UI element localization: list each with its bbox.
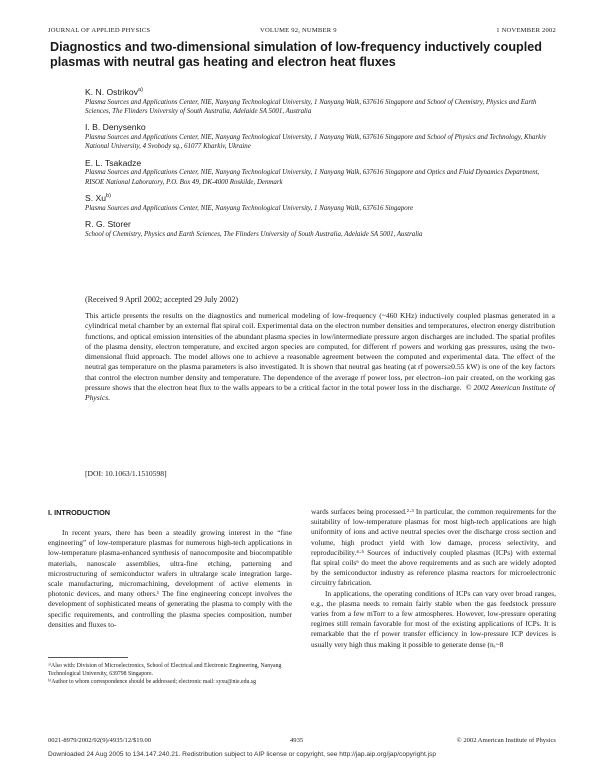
- footnote-divider: [48, 657, 128, 658]
- received-dates: (Received 9 April 2002; accepted 29 July 2002): [85, 295, 239, 304]
- section-heading: I. INTRODUCTION: [48, 508, 111, 517]
- author-name: R. G. Storer: [85, 218, 131, 229]
- author-block: [85, 191, 555, 213]
- abstract-copyright: © 2002 American Institute of Physics.: [85, 383, 556, 403]
- footer-copyright: © 2002 American Institute of Physics: [456, 737, 556, 744]
- abstract-text: This article presents the results on the diagnostics and numerical modeling of low-frequency (~460 KHz) inductively coupled plasmas generated in a cylindrical metal chamber by an external flat spiral coil. Experimental data on the electron number densities and temperatures, electron energy distribution functions, and optical emission intensities of the abundant plasma species in low/intermediate pressure argon discharges are included. The spatial profiles of the plasma density, electron temperature, and excited argon species are computed, for different rf powers and working gas pressures, using the two-dimensional fluid approach. The model allows one to achieve a reasonable agreement between the computed and experimental data. The effect of the neutral gas temperature on the plasma parameters is also investigated. It is shown that neutral gas heating (at rf powers≥0.55 kW) is one of the key factors that control the electron number density and temperature. The dependence of the average rf power loss, per electron–ion pair created, on the working gas pressure shows that the electron heat flux to the walls appears to be a critical factor in the total power loss in the discharge.: [85, 311, 555, 393]
- author-block: [85, 120, 555, 151]
- doi-link[interactable]: [DOI: 10.1063/1.1510598]: [85, 469, 167, 478]
- paragraph: In applications, the operating conditions of ICPs can vary over broad ranges, e.g., the plasma needs to remain fairly stable when the gas feedstock pressure varies from a few mTorr to a few atmospheres. However, low-pressure operating regimes still remain favorable for most of the existing applications of ICPs. It is remarkable that the rf power transfer efficiency in low-pressure ICP devices is usually very high thus making it possible to generate dense (nₑ~8: [311, 588, 556, 649]
- author-footnote-mark: b): [106, 192, 111, 199]
- article-title: Diagnostics and two-dimensional simulation of low-frequency inductively coupled plasmas with neutral gas heating and electron heat fluxes: [50, 40, 542, 69]
- author-affiliation: School of Chemistry, Physics and Earth Sciences, The Flinders University of South Australia, Adelaide SA 5001, Australia: [85, 230, 423, 238]
- author-name: E. L. Tsakadze: [85, 157, 142, 168]
- footnotes: [48, 663, 292, 688]
- paragraph: In recent years, there has been a steadily growing interest in the “fine engineering” of low-temperature plasmas for numerous high-tech applications in low-temperature plasma-enhanced synthesis of nanocomposite and biocompatible materials, nanoscale assemblies, ultra-fine etching, patterning and microstructuring of semiconductor wafers in ultralarge scale integration large-scale manufacturing, micromachining, development of active elements in photonic devices, and many others.¹ The fine engineering concept involves the development of sophisticated means of generating the plasma to comply with the specific requirements, and controlling the plasma species composition, number densities and fluxes to-: [48, 528, 292, 629]
- author-block: [85, 217, 555, 239]
- footnote: ᵃ⁾Also with: Division of Microelectronics, School of Electrical and Electronic Engineering, Nanyang Technological University, 639798 Singapore.: [48, 663, 282, 677]
- author-name: S. Xu: [85, 192, 107, 203]
- paragraph: wards surfaces being processed.²·³ In particular, the common requirements for the suitability of low-temperature plasmas for most high-tech applications are high uniformity of ions and active neutral species over the discharge cross section and volume, high product yield with low damage, process selectivity, and reproducibility.⁴·⁵ Sources of inductively coupled plasmas (ICPs) with external flat spiral coils⁶ do meet the above requirements and as such are widely adopted by the semiconductor industry as reference plasma reactors for microelectronic circuitry fabrication.: [311, 507, 556, 588]
- author-block: [85, 156, 555, 187]
- journal-name: JOURNAL OF APPLIED PHYSICS: [48, 27, 151, 34]
- author-affiliation: Plasma Sources and Applications Center, NIE, Nanyang Technological University, 1 Nanyang Walk, 637616 Singapore and School of Chemistry, Physics and Earth Sciences, The Flinders University of South Australia, Adelaide SA 5001, Australia: [85, 98, 537, 116]
- column-right: [311, 507, 556, 650]
- author-affiliation: Plasma Sources and Applications Center, NIE, Nanyang Technological University, 1 Nanyang Walk, 637616 Singapore and School of Physics and Technology, Kharkiv National University, 4 Svobody sq., 61077 Kharkiv, Ukraine: [85, 134, 547, 151]
- author-block: [85, 85, 555, 116]
- page-number: 4935: [290, 737, 304, 744]
- volume-number: VOLUME 92, NUMBER 9: [260, 27, 337, 34]
- author-affiliation: Plasma Sources and Applications Center, NIE, Nanyang Technological University, 1 Nanyang Walk, 637616 Singapore and Optics and Fluid Dynamics Department, RISOE National Laboratory, P.O. Box 49, DK-4000 Roskilde, Denmark: [85, 169, 540, 186]
- footer-code: 0021-8979/2002/92(9)/4935/12/$19.00: [48, 737, 152, 744]
- author-affiliation: Plasma Sources and Applications Center, NIE, Nanyang Technological University, 1 Nanyang Walk, 637616 Singapore: [85, 204, 414, 212]
- column-left: [48, 528, 292, 630]
- abstract: [85, 311, 555, 404]
- issue-date: 1 NOVEMBER 2002: [496, 27, 556, 34]
- footnote: ᵇ⁾Author to whom correspondence should be addressed; electronic mail: syxu@nie.edu.sg: [48, 679, 257, 686]
- author-list: [85, 85, 555, 243]
- author-footnote-mark: a): [138, 87, 143, 93]
- author-name: I. B. Denysenko: [85, 122, 146, 133]
- author-name: K. N. Ostrikov: [85, 86, 139, 97]
- download-notice: Downloaded 24 Aug 2005 to 134.147.240.21. Redistribution subject to AIP license or copyright, see http://jap.aip.org/jap/copyright.jsp: [48, 751, 437, 758]
